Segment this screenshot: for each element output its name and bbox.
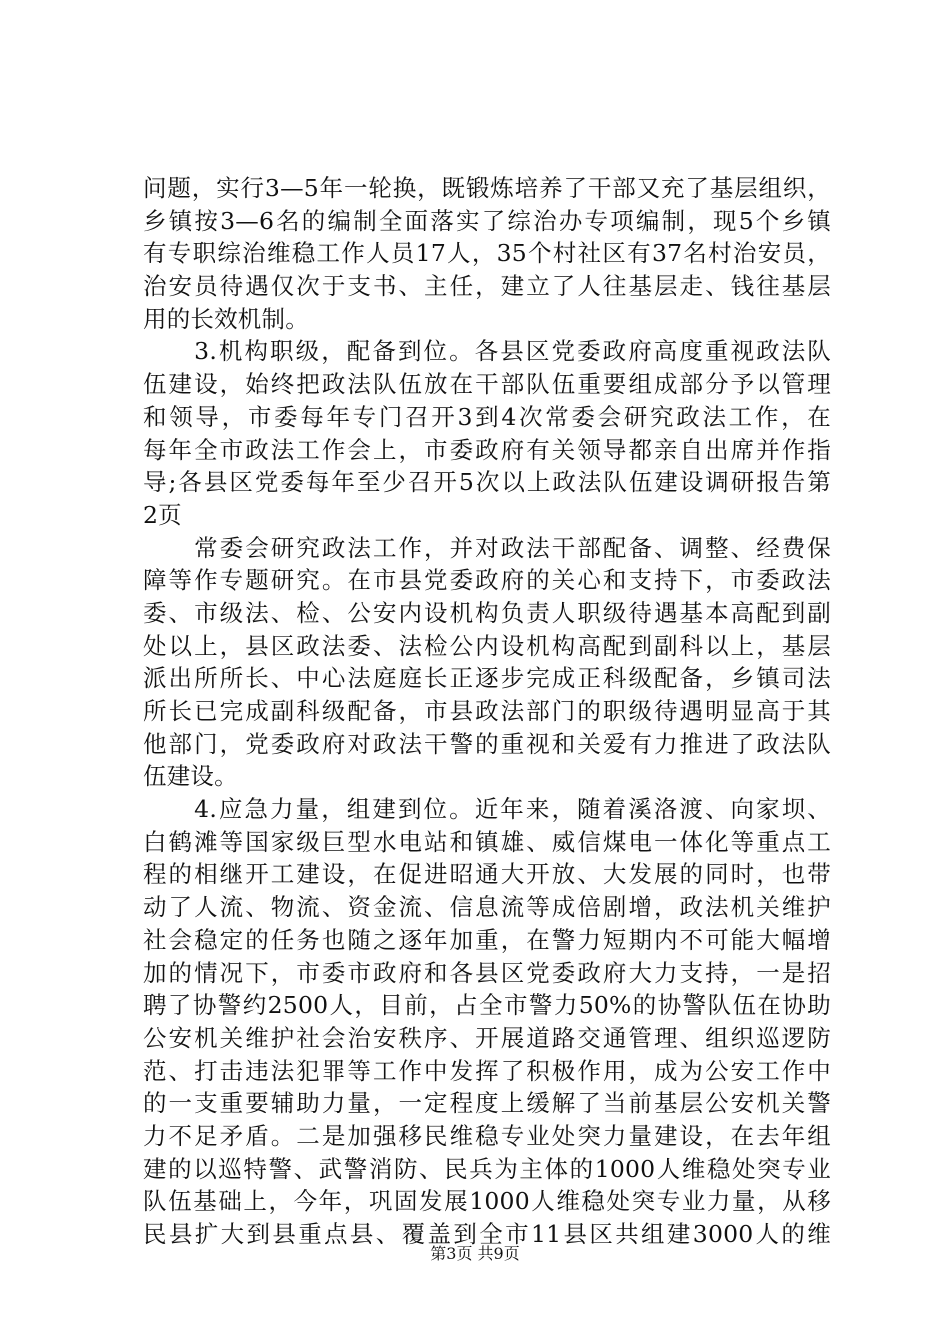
text-line: 常委会研究政法工作，并对政法干部配备、调整、经费保 <box>143 533 831 562</box>
text-line: 范、打击违法犯罪等工作中发挥了积极作用，成为公安工作中 <box>143 1056 831 1085</box>
text-line: 治安员待遇仅次于支书、主任，建立了人往基层走、钱往基层 <box>143 272 831 301</box>
text-line: 问题，实行3—5年一轮换，既锻炼培养了干部又充了基层组织， <box>143 174 831 202</box>
text-line: 队伍基础上，今年，巩固发展1000人维稳处突专业力量，从移 <box>143 1187 831 1216</box>
text-line: 民县扩大到县重点县、覆盖到全市11县区共组建3000人的维 <box>143 1220 831 1248</box>
text-line: 程的相继开工建设，在促进昭通大开放、大发展的同时，也带 <box>143 860 831 889</box>
text-line: 每年全市政法工作会上，市委政府有关领导都亲自出席并作指 <box>143 435 831 464</box>
text-line: 2页 <box>143 500 182 529</box>
text-line: 聘了协警约2500人，目前，占全市警力50%的协警队伍在协助 <box>143 991 831 1020</box>
text-line: 导;各县区党委每年至少召开5次以上政法队伍建设调研报告第 <box>143 468 831 497</box>
text-line: 用的长效机制。 <box>143 304 309 333</box>
text-line: 伍建设。 <box>143 762 238 791</box>
text-line: 伍建设，始终把政法队伍放在干部队伍重要组成部分予以管理 <box>143 370 831 399</box>
text-line: 障等作专题研究。在市县党委政府的关心和支持下，市委政法 <box>143 566 831 595</box>
text-line: 委、市级法、检、公安内设机构负责人职级待遇基本高配到副 <box>143 598 831 627</box>
text-line: 有专职综治维稳工作人员17人，35个村社区有37名村治安员， <box>143 239 831 268</box>
text-line: 动了人流、物流、资金流、信息流等成倍剧增，政法机关维护 <box>143 893 831 922</box>
text-line: 公安机关维护社会治安秩序、开展道路交通管理、组织巡逻防 <box>143 1023 831 1052</box>
text-line: 他部门，党委政府对政法干警的重视和关爱有力推进了政法队 <box>143 729 831 758</box>
text-line: 乡镇按3—6名的编制全面落实了综治办专项编制，现5个乡镇 <box>143 206 831 235</box>
text-line: 白鹤滩等国家级巨型水电站和镇雄、威信煤电一体化等重点工 <box>143 827 831 856</box>
text-line: 3.机构职级，配备到位。各县区党委政府高度重视政法队 <box>143 337 831 366</box>
text-line: 建的以巡特警、武警消防、民兵为主体的1000人维稳处突专业 <box>143 1154 831 1183</box>
text-line: 和领导，市委每年专门召开3到4次常委会研究政法工作，在 <box>143 402 831 431</box>
text-line: 力不足矛盾。二是加强移民维稳专业处突力量建设，在去年组 <box>143 1121 831 1150</box>
text-line: 的一支重要辅助力量，一定程度上缓解了当前基层公安机关警 <box>143 1089 831 1118</box>
text-line: 社会稳定的任务也随之逐年加重，在警力短期内不可能大幅增 <box>143 925 831 954</box>
text-line: 派出所所长、中心法庭庭长正逐步完成正科级配备，乡镇司法 <box>143 664 831 693</box>
text-line: 加的情况下，市委市政府和各县区党委政府大力支持，一是招 <box>143 958 831 987</box>
text-line: 4.应急力量，组建到位。近年来，随着溪洛渡、向家坝、 <box>143 795 831 824</box>
document-body <box>143 172 831 1251</box>
text-line: 所长已完成副科级配备，市县政法部门的职级待遇明显高于其 <box>143 697 831 725</box>
page-footer: 第3页 共9页 <box>430 1244 520 1263</box>
text-line: 处以上，县区政法委、法检公内设机构高配到副科以上，基层 <box>143 631 831 660</box>
